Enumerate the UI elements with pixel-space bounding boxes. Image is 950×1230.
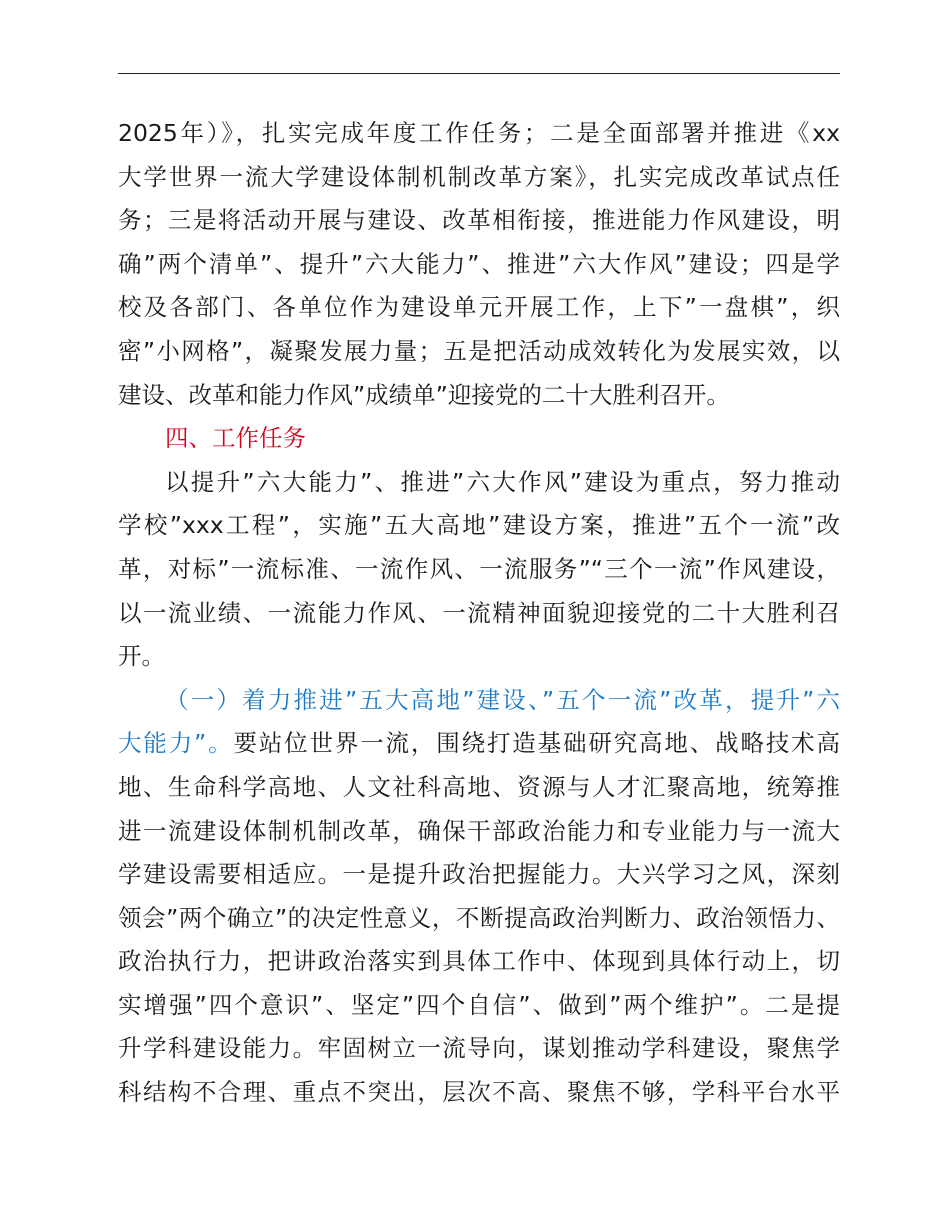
- text-line: 2025年）》，扎实完成年度工作任务；二是全面部署并推进《xx: [118, 119, 840, 147]
- section-paragraph: [118, 461, 840, 679]
- text-line: 务；三是将活动开展与建设、改革相衔接，推进能力作风建设，明: [118, 206, 840, 235]
- text-line: 学校”xxx工程”，实施”五大高地”建设方案，推进”五个一流”改: [118, 511, 840, 540]
- document-page: [118, 112, 840, 1115]
- header-rule: [118, 73, 840, 74]
- paragraph-continued: [118, 112, 840, 417]
- text-line: 升学科建设能力。牢固树立一流导向，谋划推动学科建设，聚焦学: [118, 1034, 840, 1063]
- section-heading: 四、工作任务: [165, 424, 306, 453]
- text-line: 革，对标”一流标准、一流作风、一流服务”“三个一流”作风建设，: [118, 554, 840, 583]
- text-line: 地、生命科学高地、人文社科高地、资源与人才汇聚高地，统筹推: [118, 772, 840, 801]
- text-line: 学建设需要相适应。一是提升政治把握能力。大兴学习之风，深刻: [118, 860, 840, 889]
- text-line: 进一流建设体制机制改革，确保干部政治能力和专业能力与一流大: [118, 816, 840, 845]
- subsection-heading: （一）着力推进”五大高地”建设、”五个一流”改革，提升”六: [165, 685, 840, 714]
- text-line: 确”两个清单”、提升”六大能力”、推进”六大作风”建设；四是学: [118, 249, 840, 278]
- text-line: 密”小网格”，凝聚发展力量；五是把活动成效转化为发展实效，以: [118, 336, 840, 365]
- text-line: 实增强”四个意识”、坚定”四个自信”、做到”两个维护”。二是提: [118, 990, 840, 1019]
- text-line: 建设、改革和能力作风”成绩单”迎接党的二十大胜利召开。: [118, 380, 730, 409]
- text-line: 领会”两个确立”的决定性意义，不断提高政治判断力、政治领悟力、: [118, 903, 840, 932]
- text-line: 校及各部门、各单位作为建设单元开展工作，上下”一盘棋”，织: [118, 293, 840, 322]
- text-line: 科结构不合理、重点不突出，层次不高、聚焦不够，学科平台水平: [118, 1078, 840, 1107]
- text-line: 以提升”六大能力”、推进”六大作风”建设为重点，努力推动: [165, 467, 840, 496]
- text-line: 大学世界一流大学建设体制机制改革方案》，扎实完成改革试点任: [118, 162, 840, 191]
- text-segment: 要站位世界一流，围绕打造基础研究高地、战略技术高: [233, 729, 840, 758]
- text-line: [118, 722, 840, 766]
- text-line: 政治执行力，把讲政治落实到具体工作中、体现到具体行动上，切: [118, 947, 840, 976]
- subsection-paragraph: [118, 679, 840, 1115]
- text-line: 以一流业绩、一流能力作风、一流精神面貌迎接党的二十大胜利召: [118, 598, 840, 627]
- subsection-heading-end: 大能力”。: [118, 729, 234, 758]
- text-line: 开。: [118, 642, 165, 671]
